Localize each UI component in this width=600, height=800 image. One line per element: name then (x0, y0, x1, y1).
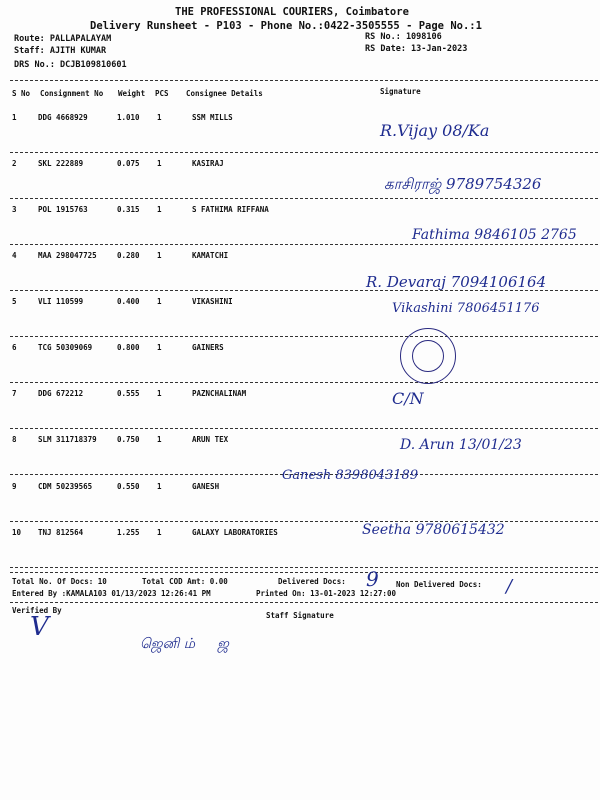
row-pcs: 1 (157, 297, 162, 306)
row-signature: R. Devaraj 7094106164 (366, 273, 547, 291)
row-pcs: 1 (157, 343, 162, 352)
route: Route: PALLAPALAYAM (14, 34, 112, 44)
row-consignment-no: MAA 298047725 (38, 251, 97, 260)
total-cod: Total COD Amt: 0.00 (142, 577, 228, 586)
col-consignment: Consignment No (40, 89, 104, 98)
drs-number: DRS No.: DCJB109810601 (14, 60, 127, 70)
non-delivered-mark: / (506, 576, 513, 597)
header-divider (10, 80, 598, 81)
row-sno: 2 (12, 159, 17, 168)
row-consignment-no: VLI 110599 (38, 297, 84, 306)
footer-divider (10, 602, 598, 603)
row-consignment-no: SKL 222889 (38, 159, 84, 168)
row-divider (10, 521, 598, 522)
row-consignment-no: TNJ 812564 (38, 528, 84, 537)
row-consignee: SSM MILLS (192, 113, 233, 122)
row-signature: C/N (392, 389, 424, 408)
row-divider (10, 198, 598, 199)
row-consignee: GALAXY LABORATORIES (192, 528, 278, 537)
row-consignee: ARUN TEX (192, 435, 229, 444)
row-sno: 5 (12, 297, 17, 306)
row-consignment-no: POL 1915763 (38, 205, 88, 214)
verified-by-label: Verified By (12, 606, 62, 615)
row-weight: 0.315 (117, 205, 140, 214)
row-sno: 10 (12, 528, 22, 537)
row-consignee: KAMATCHI (192, 251, 229, 260)
row-consignee: KASIRAJ (192, 159, 224, 168)
row-pcs: 1 (157, 113, 162, 122)
col-pcs: PCS (155, 89, 169, 98)
row-signature: Seetha 9780615432 (362, 522, 505, 538)
non-delivered-label: Non Delivered Docs: (396, 580, 482, 589)
row-weight: 0.550 (117, 482, 140, 491)
row-signature: காசிராஜ் 9789754326 (384, 175, 542, 193)
row-weight: 0.800 (117, 343, 140, 352)
row-weight: 1.010 (117, 113, 140, 122)
rs-date: RS Date: 13-Jan-2023 (365, 44, 468, 54)
row-weight: 0.555 (117, 389, 140, 398)
row-sno: 9 (12, 482, 17, 491)
col-weight: Weight (118, 89, 146, 98)
row-consignee: PAZNCHALINAM (192, 389, 247, 398)
row-sno: 3 (12, 205, 17, 214)
row-signature: Ganesh 8398043189 (282, 468, 419, 483)
runsheet-line: Delivery Runsheet - P103 - Phone No.:0422-3505555 - Page No.:1 (90, 20, 482, 32)
total-docs: Total No. Of Docs: 10 (12, 577, 107, 586)
staff-handwritten-signature: ஜெனி ம் ஜ (140, 636, 229, 652)
col-sno: S No (12, 89, 31, 98)
delivered-docs-count: 9 (366, 567, 379, 591)
row-consignee: GAINERS (192, 343, 224, 352)
printed-on: Printed On: 13-01-2023 12:27:00 (256, 589, 396, 598)
row-signature: Fathima 9846105 2765 (412, 227, 577, 243)
row-pcs: 1 (157, 528, 162, 537)
row-consignee: S FATHIMA RIFFANA (192, 205, 269, 214)
row-pcs: 1 (157, 205, 162, 214)
row-consignee: VIKASHINI (192, 297, 233, 306)
table-end-divider (10, 572, 598, 573)
row-pcs: 1 (157, 389, 162, 398)
staff: Staff: AJITH KUMAR (14, 46, 107, 56)
row-sno: 7 (12, 389, 17, 398)
rs-number: RS No.: 1098106 (365, 32, 442, 42)
row-weight: 0.280 (117, 251, 140, 260)
row-divider (10, 290, 598, 291)
col-signature: Signature (380, 87, 421, 96)
row-divider (10, 152, 598, 153)
row-consignment-no: DDG 672212 (38, 389, 84, 398)
row-pcs: 1 (157, 159, 162, 168)
row-weight: 0.400 (117, 297, 140, 306)
verifier-signature: V (30, 612, 49, 642)
row-consignee: GANESH (192, 482, 220, 491)
row-sno: 8 (12, 435, 17, 444)
row-signature: Vikashini 7806451176 (392, 301, 540, 316)
row-weight: 0.075 (117, 159, 140, 168)
staff-signature-label: Staff Signature (266, 611, 334, 620)
row-sno: 6 (12, 343, 17, 352)
row-sno: 1 (12, 113, 17, 122)
row-sno: 4 (12, 251, 17, 260)
row-consignment-no: DDG 4668929 (38, 113, 88, 122)
delivered-docs-label: Delivered Docs: (278, 577, 346, 586)
row-consignment-no: SLM 311718379 (38, 435, 97, 444)
row-pcs: 1 (157, 435, 162, 444)
row-signature: D. Arun 13/01/23 (400, 437, 522, 453)
row-pcs: 1 (157, 251, 162, 260)
row-divider (10, 336, 598, 337)
row-weight: 0.750 (117, 435, 140, 444)
row-divider (10, 428, 598, 429)
row-divider (10, 567, 598, 568)
row-divider (10, 382, 598, 383)
company-title: THE PROFESSIONAL COURIERS, Coimbatore (175, 6, 409, 18)
row-weight: 1.255 (117, 528, 140, 537)
entered-by: Entered By :KAMALA103 01/13/2023 12:26:41 PM (12, 589, 211, 598)
col-consignee: Consignee Details (186, 89, 263, 98)
row-consignment-no: TCG 50309069 (38, 343, 93, 352)
row-signature: R.Vijay 08/Ka (380, 121, 490, 140)
row-consignment-no: CDM 50239565 (38, 482, 93, 491)
row-divider (10, 244, 598, 245)
row-pcs: 1 (157, 482, 162, 491)
company-stamp-inner (412, 340, 444, 372)
